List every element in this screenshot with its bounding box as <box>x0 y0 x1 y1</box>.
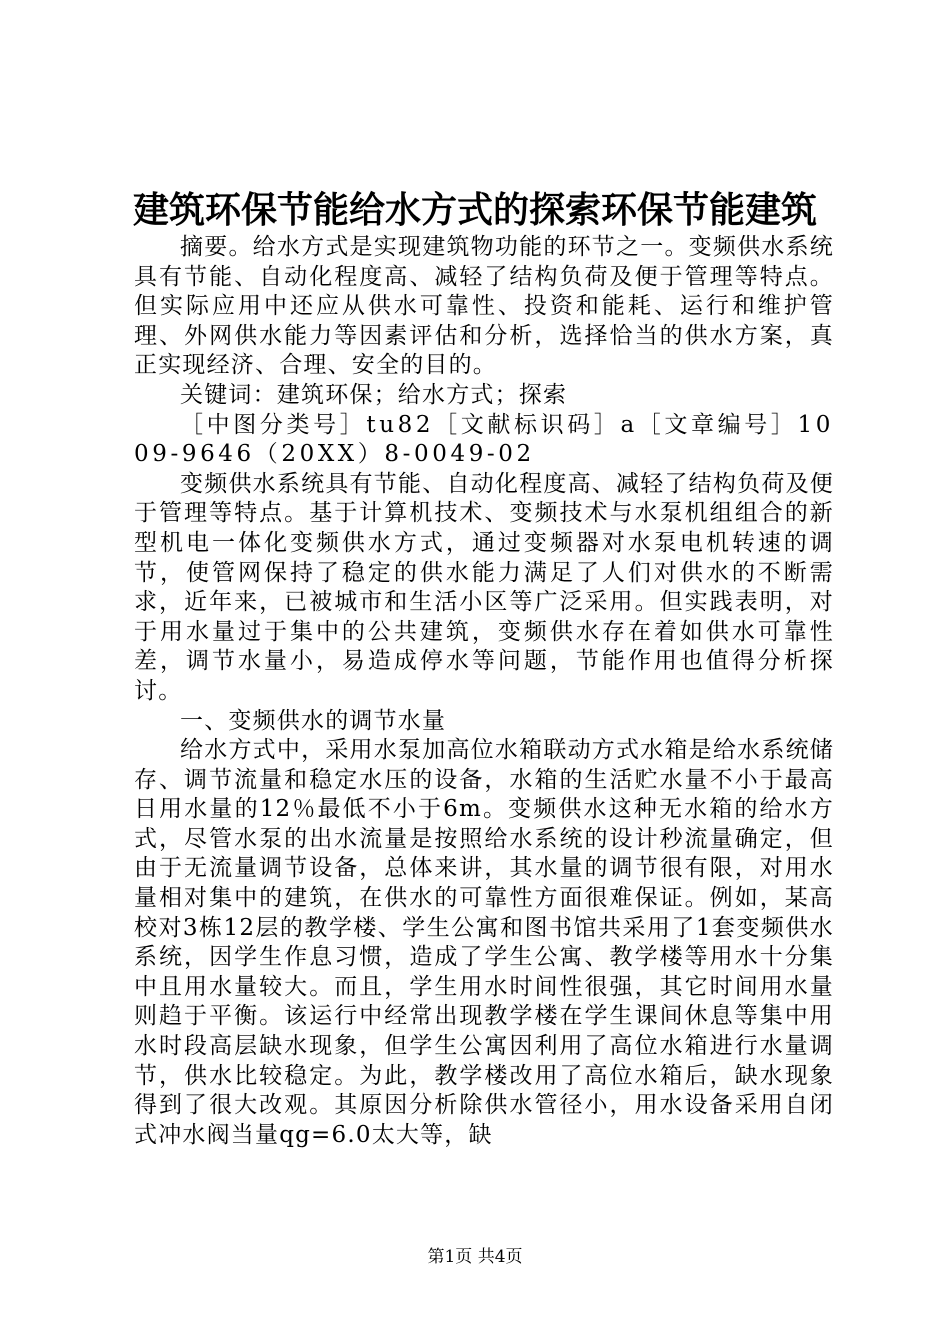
section-paragraph: 给水方式中，采用水泵加高位水箱联动方式水箱是给水系统储存、调节流量和稳定水压的设备，水箱的生活贮水量不小于最高日用水量的12％最低不小于6m。变频供水这种无水箱的给水方式，尽管水泵的出水流量是按照给水系统的设计秒流量确定，但由于无流量调节设备，总体来讲，其水量的调节很有限，对用水量相对集中的建筑，在供水的可靠性方面很难保证。例如，某高校对3栋12层的教学楼、学生公寓和图书馆共采用了1套变频供水系统，因学生作息习惯，造成了学生公寓、教学楼等用水十分集中且用水量较大。而且，学生用水时间性很强，其它时间用水量则趋于平衡。该运行中经常出现教学楼在学生课间休息等集中用水时段高层缺水现象，但学生公寓因利用了高位水箱进行水量调节，供水比较稳定。为此，教学楼改用了高位水箱后，缺水现象得到了很大改观。其原因分析除供水管径小，用水设备采用自闭式冲水阀当量qg=6.0太大等，缺 <box>134 737 834 1148</box>
section-heading: 一、变频供水的调节水量 <box>180 707 447 734</box>
keywords-paragraph: 关键词：建筑环保；给水方式；探索 <box>180 381 568 408</box>
classification-paragraph: ［中图分类号］tu82［文献标识码］a［文章编号］1009-9646（20XX）8-0049-02 <box>134 411 834 468</box>
intro-paragraph: 变频供水系统具有节能、自动化程度高、减轻了结构负荷及便于管理等特点。基于计算机技术、变频技术与水泵机组组合的新型机电一体化变频供水方式，通过变频器对水泵电机转速的调节，使管网保持了稳定的供水能力满足了人们对供水的不断需求，近年来，已被城市和生活小区等广泛采用。但实践表明，对于用水量过于集中的公共建筑，变频供水存在着如供水可靠性差，调节水量小，易造成停水等问题，节能作用也值得分析探讨。 <box>134 470 834 704</box>
abstract-paragraph: 摘要。给水方式是实现建筑物功能的环节之一。变频供水系统具有节能、自动化程度高、减轻了结构负荷及便于管理等特点。但实际应用中还应从供水可靠性、投资和能耗、运行和维护管理、外网供水能力等因素评估和分析，选择恰当的供水方案，真正实现经济、合理、安全的目的。 <box>134 234 834 379</box>
document-body <box>134 233 834 1150</box>
document-title: 建筑环保节能给水方式的探索环保节能建筑 <box>132 189 817 231</box>
page-footer: 第1页 共4页 <box>427 1247 523 1267</box>
